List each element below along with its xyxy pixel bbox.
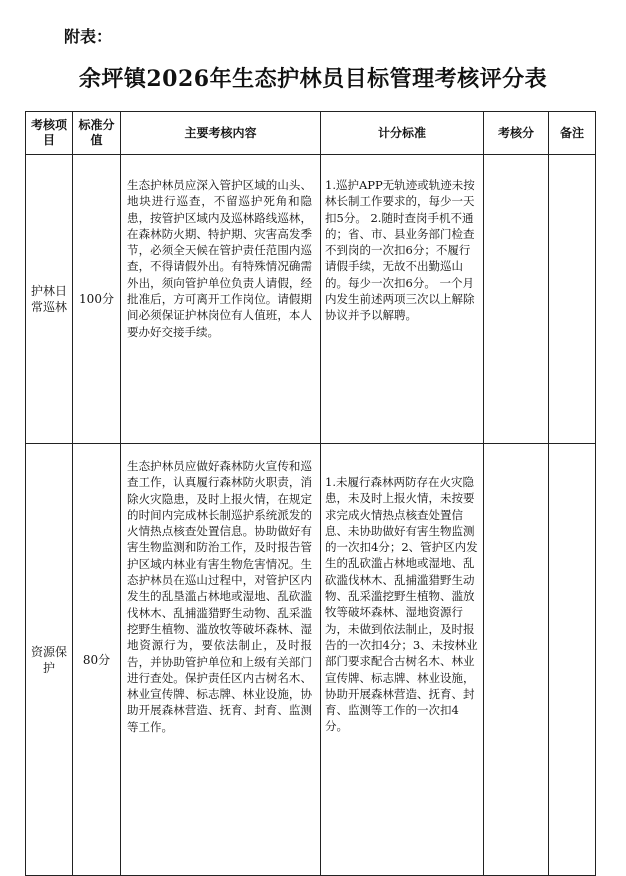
scoring-table (25, 111, 596, 876)
cell-criteria: 1.未履行森林两防存在火灾隐患，未及时上报火情，未按要求完成火情热点核查处置信息、未协助做好有害生物监测的一次扣4分；2、管护区内发生的乱砍滥占林地或湿地、乱砍滥伐林木、乱捕滥猎野生动物、乱采滥挖野生植物、滥放牧等破坏森林、湿地资源行为，未做到依法制止，及时报告的一次扣4分；3、未按林业部门要求配合古树名木、林业宣传牌、标志牌、林业设施，协助开展森林营造、抚育、封育、监测等工作的一次扣4分。 (321, 444, 484, 876)
header-assessment: 考核分 (484, 112, 549, 155)
header-score: 标准分值 (73, 112, 121, 155)
table-header-row (26, 112, 596, 155)
cell-item: 护林日常巡林 (26, 155, 73, 444)
table-row (26, 155, 596, 444)
appendix-label: 附表： (64, 27, 113, 46)
table-row (26, 444, 596, 876)
cell-score: 80分 (73, 444, 121, 876)
cell-criteria: 1.巡护APP无轨迹或轨迹未按林长制工作要求的，每少一天扣5分。 2.随时查岗手机不通的；省、市、县业务部门检查不到岗的一次扣6分；不履行请假手续，无故不出勤巡山的。每少一次扣6分。 一个月内发生前述两项三次以上解除协议并予以解聘。 (321, 155, 484, 444)
cell-assessment[interactable] (484, 155, 549, 444)
header-remark: 备注 (549, 112, 596, 155)
cell-content: 生态护林员应做好森林防火宣传和巡查工作，认真履行森林防火职责，消除火灾隐患，及时上报火情，在规定的时间内完成林长制巡护系统派发的火情热点核查处置信息。协助做好有害生物监测和防治工作，及时报告管护区域内林业有害生物危害情况。生态护林员在巡山过程中，对管护区内发生的乱垦滥占林地或湿地、乱砍滥伐林木、乱捕滥猎野生动物、乱采滥挖野生植物、滥放牧等破坏森林、湿地资源行为，要依法制止，及时报告，并协助管护单位和上级有关部门进行查处。保护责任区内古树名木、林业宣传牌、标志牌、林业设施，协助开展森林营造、抚育、封育、监测等工作。 (121, 444, 321, 876)
header-content: 主要考核内容 (121, 112, 321, 155)
header-item: 考核项目 (26, 112, 73, 155)
cell-content: 生态护林员应深入管护区域的山头、地块进行巡查，不留巡护死角和隐患，按管护区域内及巡林路线巡林，在森林防火期、特护期、灾害高发季节，必须全天候在管护责任范围内巡查，不得请假外出。有特殊情况确需外出，须向管护单位负责人请假，经批准后，方可离开工作岗位。请假期间必须保证护林岗位有人值班，本人要办好交接手续。 (121, 155, 321, 444)
cell-score: 100分 (73, 155, 121, 444)
cell-remark[interactable] (549, 444, 596, 876)
page-title: 余坪镇2026年生态护林员目标管理考核评分表 (78, 66, 548, 92)
header-criteria: 计分标准 (321, 112, 484, 155)
cell-item: 资源保护 (26, 444, 73, 876)
cell-assessment[interactable] (484, 444, 549, 876)
cell-remark[interactable] (549, 155, 596, 444)
